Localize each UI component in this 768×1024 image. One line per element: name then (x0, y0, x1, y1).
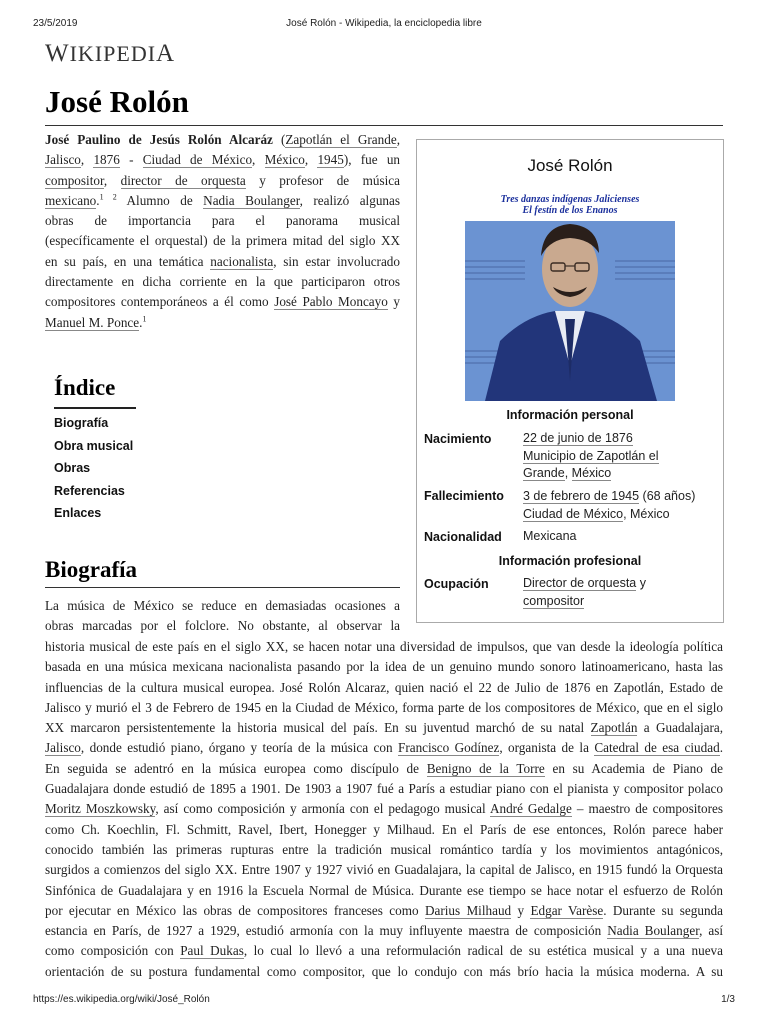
text-run: , así como composición y armonía con el pedagogo musical (155, 801, 490, 817)
intro-line (45, 211, 400, 231)
text-run: - (119, 152, 143, 168)
logo-letter-last: A (156, 40, 176, 67)
wiki-link[interactable]: Francisco Godínez (397, 740, 500, 756)
infobox-value-line (523, 465, 718, 483)
infobox-value-nacionalidad (523, 528, 718, 546)
wiki-link[interactable]: Municipio de Zapotlán el (523, 448, 659, 463)
intro-line (45, 191, 400, 211)
text-run: , (304, 152, 318, 168)
wiki-link[interactable]: compositor (45, 172, 104, 188)
text-run: , donde estudió piano, órgano y teoría de la música con (80, 740, 398, 756)
text-run: Alumno de (116, 192, 204, 208)
wiki-link[interactable]: Edgar Varèse (530, 902, 604, 918)
image-caption-line-1: Tres danzas indígenas Jalicienses (500, 194, 640, 205)
wiki-link[interactable]: 1945 (317, 152, 344, 168)
infobox-section-profesional: Información profesional (498, 554, 642, 568)
wiki-link[interactable]: 22 de junio de 1876 (523, 431, 633, 445)
biografia-line (45, 941, 723, 961)
text-run: ( (272, 132, 286, 147)
print-page-number: 1/3 (721, 994, 735, 1005)
biografia-line (45, 962, 723, 982)
text-run: basada en una música mexicana nacionalista pasando por la idea de un genuino mundo sonoro latinoamericano, hasta las (45, 659, 723, 675)
biografia-line (45, 820, 723, 840)
intro-line (45, 292, 400, 312)
print-url: https://es.wikipedia.org/wiki/José_Rolón (33, 994, 210, 1005)
text-run: a Guadalajara, (637, 720, 723, 736)
text-run: Sinfónica de Guadalajara y en 1916 la Escuela Normal de Música. Durante ese tiempo se hace notar el esfuerzo de Rolón (45, 882, 723, 898)
text-run: y (636, 576, 646, 590)
text-run: y profesor de música (245, 172, 401, 188)
toc-item-biografia[interactable]: Biografía (54, 416, 109, 430)
text-run: . Durante su segunda (603, 902, 723, 918)
text-run: , realizó algunas (299, 192, 400, 208)
text-run: , (103, 172, 121, 188)
infobox-label-ocupacion: Ocupación (424, 577, 489, 591)
portrait-illustration (465, 191, 675, 401)
wiki-link[interactable]: compositor (523, 593, 585, 608)
text-run: y (511, 902, 531, 918)
text-run: y (387, 294, 401, 310)
infobox-value-ocupacion (523, 575, 718, 610)
intro-line (45, 150, 400, 170)
infobox-value-line (523, 448, 718, 466)
text-run: , (564, 466, 572, 480)
intro-line (45, 130, 400, 150)
biografia-line (45, 738, 723, 758)
text-run: surgidos a comienzos del siglo XX. Entre 1907 y 1927 vivió en Guadalajara, la capital de Jalisco, en 1915 fundó la Orquesta (45, 862, 723, 878)
text-run: , así (699, 923, 723, 939)
text-run: Guadalajara donde estudió de 1895 a 1901. De 1903 a 1907 fué a París a estudiar piano con el pianista y compositor polaco (45, 781, 723, 797)
wiki-link[interactable]: André Gedalge (489, 801, 572, 817)
toc-item-obras[interactable]: Obras (54, 461, 91, 475)
wiki-link[interactable]: Benigno de la Torre (426, 760, 545, 776)
section-divider (45, 587, 400, 588)
wiki-link[interactable]: Paul Dukas (180, 943, 244, 959)
biografia-line (45, 759, 723, 779)
section-heading-biografia: Biografía (45, 557, 137, 582)
infobox-value-line (523, 593, 718, 611)
wiki-link[interactable]: director de orquesta (120, 172, 246, 188)
text-run: ), fue un (343, 152, 401, 168)
biografia-line (45, 657, 723, 677)
text-run: , (252, 152, 265, 168)
wiki-link[interactable]: Jalisco (45, 740, 81, 756)
wiki-link[interactable]: mexicano (45, 192, 97, 208)
infobox-title: José Rolón (527, 156, 613, 175)
biografia-line (45, 596, 400, 616)
intro-line (45, 252, 400, 272)
infobox-value-line (523, 430, 718, 448)
text-run: . (96, 192, 100, 208)
title-divider (45, 125, 723, 126)
wiki-link[interactable]: Darius Milhaud (424, 902, 512, 918)
infobox-value-line (523, 575, 718, 593)
infobox-label-fallecimiento: Fallecimiento (424, 489, 504, 503)
text-run: , México (623, 506, 670, 521)
text-run: obras marcadas por el folclore. No obstante, al observar la (45, 618, 400, 634)
biografia-line (45, 616, 400, 636)
wiki-link[interactable]: Catedral de esa ciudad (594, 740, 720, 756)
infobox-value-fallecimiento (523, 488, 718, 523)
wiki-link[interactable]: Nadia Boulanger (607, 923, 700, 939)
text-run: , sin estar involucrado (273, 253, 400, 269)
text-run: estancia en París, de 1927 a 1929, estudió armonía con la muy influyente maestra de composición (45, 923, 608, 939)
infobox-label-nacionalidad: Nacionalidad (424, 530, 502, 544)
biografia-line (45, 799, 723, 819)
toc-item-enlaces[interactable]: Enlaces (54, 506, 102, 520)
text-run: , (396, 132, 401, 147)
wikipedia-logo[interactable] (45, 40, 175, 68)
biografia-line (45, 678, 723, 698)
wiki-link[interactable]: Ciudad de México (523, 506, 624, 521)
text-run: . (719, 740, 723, 756)
wiki-link[interactable]: Grande (523, 466, 565, 480)
biografia-line (45, 718, 723, 738)
reference-marker[interactable]: 1 (142, 314, 147, 324)
text-run: (68 años) (639, 489, 696, 503)
text-run: como composición con (45, 943, 181, 959)
portrait-image[interactable] (465, 191, 675, 401)
wiki-link[interactable]: México (264, 152, 305, 168)
wiki-link[interactable]: Ciudad de México (142, 152, 253, 168)
text-run: obras de importancia para el panorama musical (45, 213, 400, 229)
infobox-label-nacimiento: Nacimiento (424, 432, 492, 446)
text-run: , (80, 152, 94, 168)
biografia-line (45, 637, 723, 657)
infobox-value-line (523, 506, 718, 524)
text-run: , organista de la (499, 740, 595, 756)
text-run: en su Academia de Piano de (544, 760, 723, 776)
text-run: , lo cual lo llevó a una reformulación radical de su estética musical y a una nueva (243, 943, 723, 959)
text-run: compositores contemporáneos a él como (45, 294, 275, 310)
wiki-link[interactable]: 1876 (93, 152, 120, 168)
text-run: Mexicana (523, 529, 577, 543)
biografia-line (45, 901, 723, 921)
text-run: conocido también las primeras rupturas entre la tradición musical romántico tardía y los movimientos antagónicos, (45, 841, 723, 857)
biografia-line (45, 881, 723, 901)
text-run: directamente en dicha corriente en la que participaron otros (45, 274, 400, 290)
biografia-line (45, 840, 723, 860)
text-run: orientación de su postura fundamental como compositor, que lo condujo con más brío hacia la música moderna. A su (45, 963, 723, 979)
text-run: por ejecutar en México las obras de compositores franceses como (45, 902, 425, 918)
intro-paragraph (45, 130, 400, 333)
biografia-line (45, 779, 723, 799)
biografia-paragraph-start (45, 596, 400, 637)
wiki-link[interactable]: Zapotlán (590, 720, 638, 736)
infobox-value-line (523, 528, 718, 546)
intro-line (45, 313, 400, 333)
wiki-link[interactable]: nacionalista (210, 253, 274, 269)
text-run: XX marcaron persistentemente la historia musical del país. En su juventud marchó de su natal (45, 720, 591, 736)
text-run: en su país, en una temática (45, 253, 211, 269)
toc-item-obra-musical[interactable]: Obra musical (54, 439, 134, 453)
wiki-link[interactable]: México (571, 466, 612, 480)
infobox-value-nacimiento (523, 430, 718, 483)
logo-letters-middle: IKIPEDI (69, 41, 157, 66)
biografia-line (45, 698, 723, 718)
biografia-line (45, 860, 723, 880)
text-run: Jalisco y murió el 3 de Febrero de 1945 en la Ciudad de México, forma parte de los compositores de México, que en el siglo (45, 699, 723, 715)
text-run: historia musical de este país en el siglo XX, se hacen notar una diversidad de impulsos, que van desde la ideología política (45, 639, 723, 654)
wiki-link[interactable]: Zapotlán el Grande (285, 132, 397, 147)
wiki-link[interactable]: Moritz Moszkowsky (45, 801, 156, 817)
infobox-section-personal: Información personal (506, 408, 634, 422)
wiki-link[interactable]: 3 de febrero de 1945 (523, 489, 640, 503)
text-run: como Ch. Koechlin, Fl. Schmitt, Ravel, Ibert, Honegger y Milhaud. En el París de ese entonces, Rolón parece haber (45, 821, 723, 837)
text-run: (específicamente el orquestal) de la primera mitad del siglo XX (45, 233, 400, 249)
text-run: – maestro de compositores (571, 801, 723, 817)
wiki-link[interactable]: Jalisco (45, 152, 81, 168)
wiki-link[interactable]: Nadia Boulanger (203, 192, 300, 208)
text-run: La música de México se reduce en demasiadas ocasiones a (45, 598, 400, 613)
text-run: influencias de la cultura musical europea. José Rolón Alcaraz, quien nació el 22 de Julio de 1876 en Zapotlán, Estado de (45, 679, 723, 695)
text-run: . (139, 314, 143, 330)
print-page-title: José Rolón - Wikipedia, la enciclopedia libre (286, 18, 482, 29)
bold-name: José Paulino de Jesús Rolón Alcaráz (45, 132, 273, 147)
infobox (416, 139, 724, 623)
page-title: José Rolón (45, 84, 189, 119)
intro-line (45, 272, 400, 292)
wiki-link[interactable]: José Pablo Moncayo (274, 294, 388, 310)
toc-title: Índice (54, 375, 116, 400)
toc-divider (54, 407, 136, 409)
intro-line (45, 231, 400, 251)
text-run: En seguida se adentró en la música europea como discípulo de (45, 760, 427, 776)
logo-letter-first: W (45, 40, 70, 67)
intro-line (45, 171, 400, 191)
wiki-link[interactable]: Manuel M. Ponce (45, 314, 140, 330)
wiki-link[interactable]: Director de orquesta (523, 576, 637, 590)
toc-item-referencias[interactable]: Referencias (54, 484, 125, 498)
print-date: 23/5/2019 (33, 18, 78, 29)
biografia-line (45, 921, 723, 941)
reference-marker[interactable]: 1 2 (99, 192, 117, 202)
image-caption-line-2: El festín de los Enanos (522, 205, 618, 216)
infobox-value-line (523, 488, 718, 506)
biografia-paragraph (45, 637, 723, 982)
